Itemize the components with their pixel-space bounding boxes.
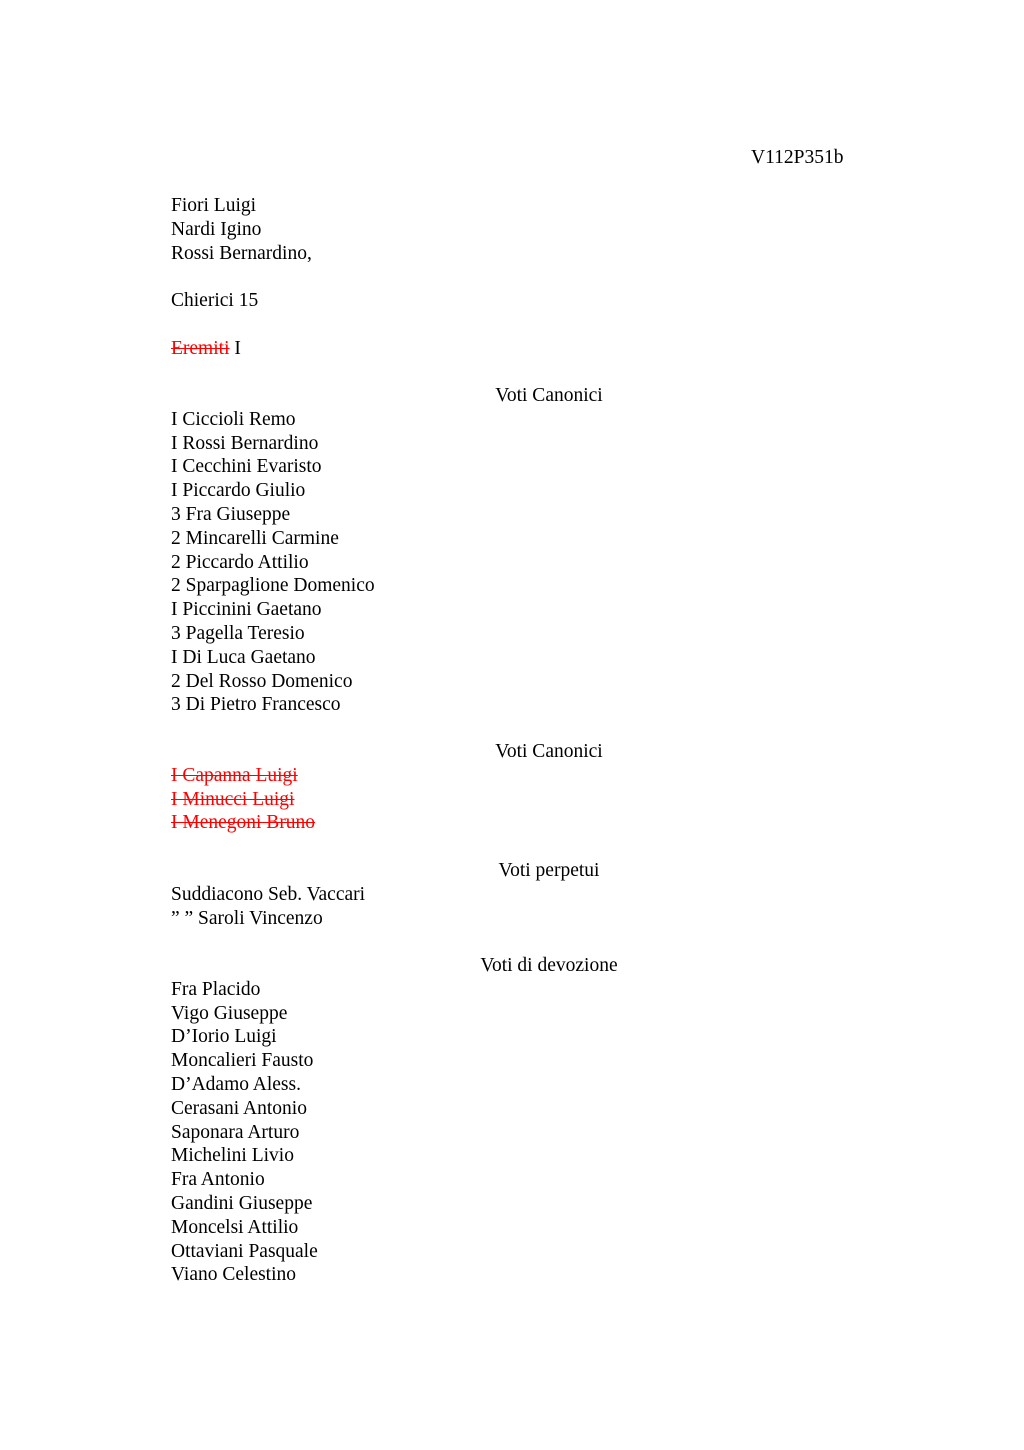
section-heading: Voti Canonici xyxy=(495,385,603,406)
section-heading: Voti Canonici xyxy=(495,741,603,762)
list-item: Nardi Igino xyxy=(171,218,262,240)
intro-names xyxy=(171,194,851,265)
list-item: 2 Sparpaglione Domenico xyxy=(171,575,375,597)
list-item: I Di Luca Gaetano xyxy=(171,646,316,668)
section-voti-canonici-1 xyxy=(171,384,851,717)
list-item: Cerasani Antonio xyxy=(171,1097,307,1119)
list-item: I Ciccioli Remo xyxy=(171,408,296,430)
list-item: I Rossi Bernardino xyxy=(171,432,319,454)
list-item: I Piccinini Gaetano xyxy=(171,599,322,621)
list-item: I Piccardo Giulio xyxy=(171,480,306,502)
list-item: 3 Pagella Teresio xyxy=(171,622,305,644)
section-heading: Voti di devozione xyxy=(480,955,618,976)
list-item: 2 Mincarelli Carmine xyxy=(171,527,339,549)
list-item: I Cecchini Evaristo xyxy=(171,456,322,478)
struck-text: Eremiti xyxy=(171,338,230,359)
struck-list-item: I Menegoni Bruno xyxy=(171,812,316,834)
struck-list-item: I Minucci Luigi xyxy=(171,788,295,810)
chierici-line-block xyxy=(171,289,851,313)
list-item: Suddiacono Seb. Vaccari xyxy=(171,883,366,905)
list-item: Fiori Luigi xyxy=(171,195,257,216)
list-item: D’Iorio Luigi xyxy=(171,1026,277,1048)
eremiti-line xyxy=(171,337,851,361)
list-item: 3 Fra Giuseppe xyxy=(171,503,291,525)
list-item: 2 Del Rosso Domenico xyxy=(171,670,353,692)
section-voti-devozione xyxy=(171,954,851,1287)
list-item: Rossi Bernardino, xyxy=(171,242,312,264)
list-item: Ottaviani Pasquale xyxy=(171,1240,318,1262)
list-item: D’Adamo Aless. xyxy=(171,1073,301,1095)
list-item: Fra Antonio xyxy=(171,1169,265,1191)
list-item: Fra Placido xyxy=(171,978,261,1000)
chierici-line: Chierici 15 xyxy=(171,290,259,311)
list-item: ” ” Saroli Vincenzo xyxy=(171,907,323,929)
section-heading: Voti perpetui xyxy=(498,860,600,881)
list-item: Viano Celestino xyxy=(171,1264,297,1286)
eremiti-value: I xyxy=(229,338,241,359)
list-item: Moncelsi Attilio xyxy=(171,1216,299,1238)
list-item: Michelini Livio xyxy=(171,1145,294,1167)
list-item: Gandini Giuseppe xyxy=(171,1192,313,1214)
list-item: Saponara Arturo xyxy=(171,1121,300,1143)
list-item: Moncalieri Fausto xyxy=(171,1050,314,1072)
section-voti-canonici-2 xyxy=(171,740,851,835)
list-item: 3 Di Pietro Francesco xyxy=(171,694,341,716)
section-voti-perpetui xyxy=(171,859,851,930)
reference-code: V112P351b xyxy=(751,147,844,168)
list-item: 2 Piccardo Attilio xyxy=(171,551,309,573)
struck-list-item: I Capanna Luigi xyxy=(171,764,298,786)
list-item: Vigo Giuseppe xyxy=(171,1002,288,1024)
eremiti-line-block xyxy=(171,337,851,361)
